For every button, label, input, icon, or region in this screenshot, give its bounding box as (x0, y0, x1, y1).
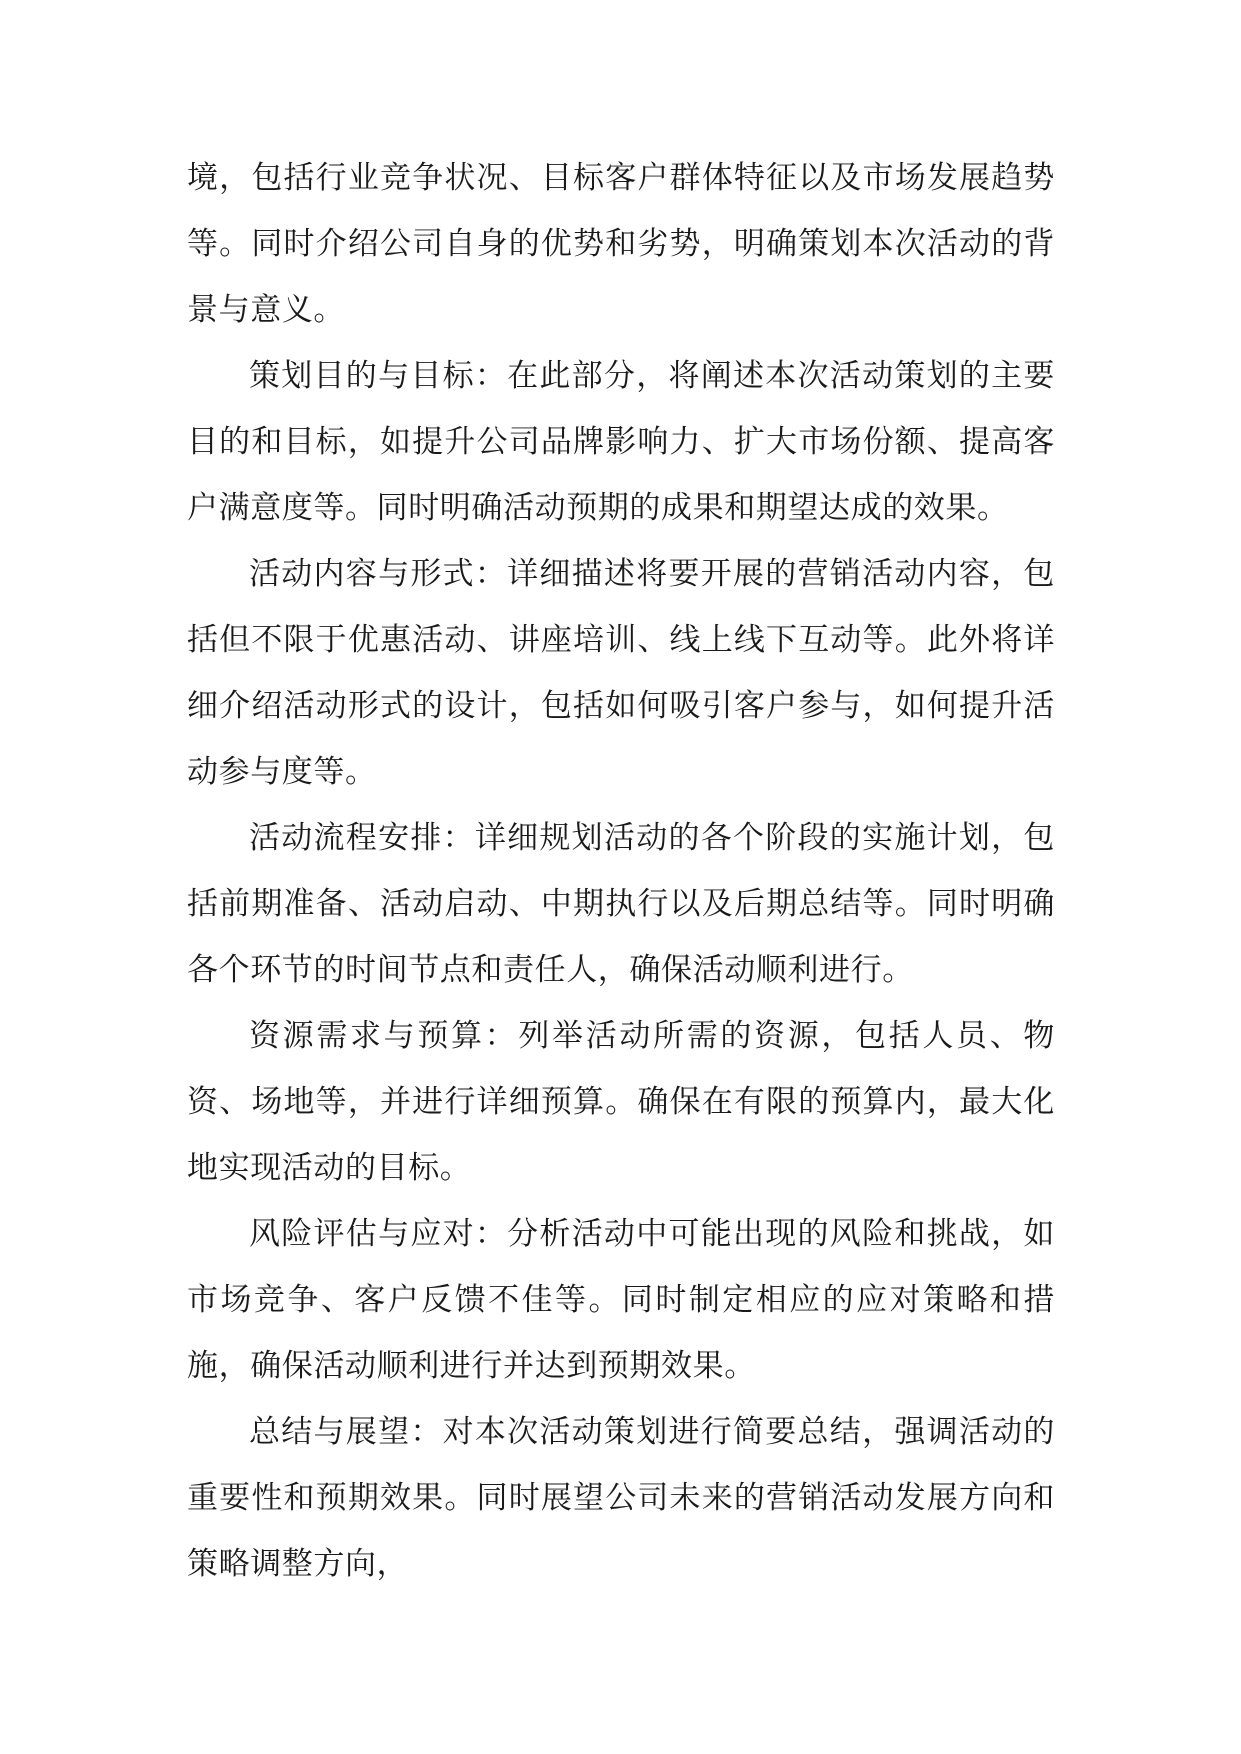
paragraph-risk-assessment: 风险评估与应对：分析活动中可能出现的风险和挑战，如市场竞争、客户反馈不佳等。同时制定相应的应对策略和措施，确保活动顺利进行并达到预期效果。 (187, 1216, 1055, 1384)
paragraph-activity-process: 活动流程安排：详细规划活动的各个阶段的实施计划，包括前期准备、活动启动、中期执行以及后期总结等。同时明确各个环节的时间节点和责任人，确保活动顺利进行。 (187, 820, 1055, 988)
paragraph-background-continued: 境，包括行业竞争状况、目标客户群体特征以及市场发展趋势等。同时介绍公司自身的优势和劣势，明确策划本次活动的背景与意义。 (187, 160, 1055, 328)
paragraph-resources-budget: 资源需求与预算：列举活动所需的资源，包括人员、物资、场地等，并进行详细预算。确保在有限的预算内，最大化地实现活动的目标。 (187, 1018, 1055, 1186)
paragraph-activity-content: 活动内容与形式：详细描述将要开展的营销活动内容，包括但不限于优惠活动、讲座培训、线上线下互动等。此外将详细介绍活动形式的设计，包括如何吸引客户参与，如何提升活动参与度等。 (187, 556, 1055, 790)
paragraph-summary-outlook: 总结与展望：对本次活动策划进行简要总结，强调活动的重要性和预期效果。同时展望公司未来的营销活动发展方向和策略调整方向， (187, 1414, 1055, 1582)
document-body (187, 145, 1055, 1597)
paragraph-purpose-and-goals: 策划目的与目标：在此部分，将阐述本次活动策划的主要目的和目标，如提升公司品牌影响力、扩大市场份额、提高客户满意度等。同时明确活动预期的成果和期望达成的效果。 (187, 358, 1055, 526)
